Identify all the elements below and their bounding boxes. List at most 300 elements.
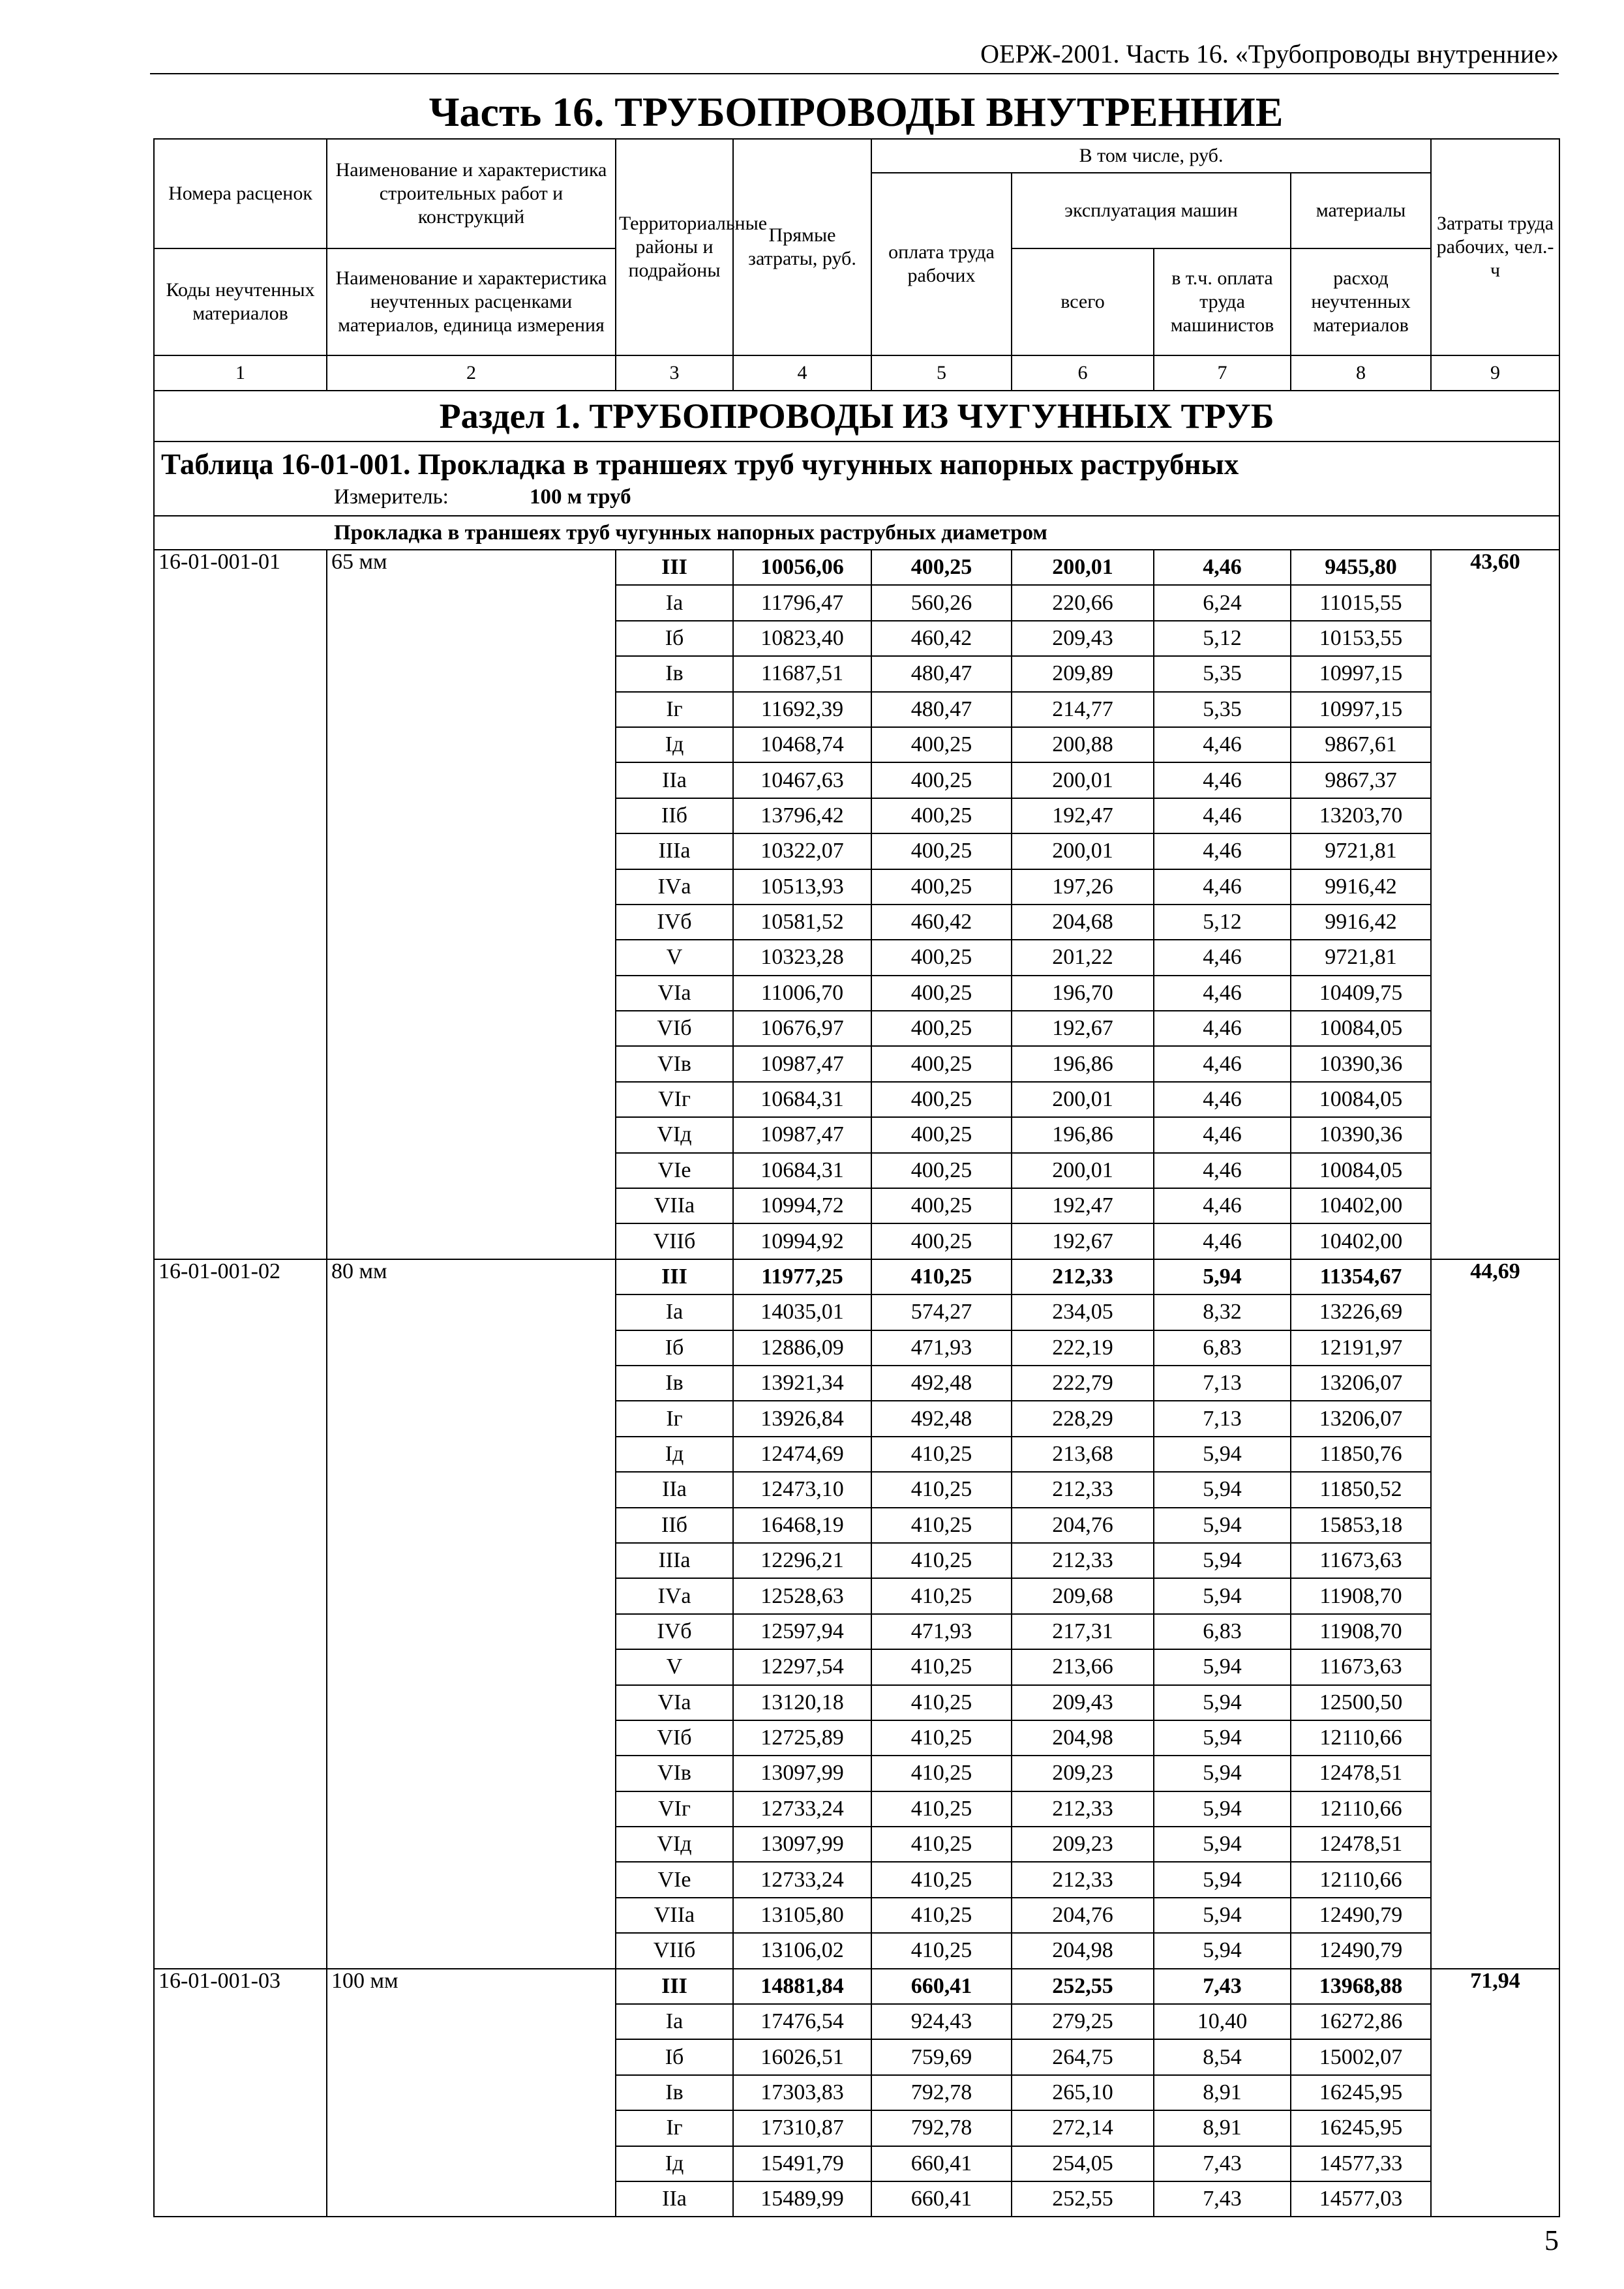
machines-cell: 252,55 [1012,2181,1154,2217]
direct-cost-cell: 12733,24 [733,1862,871,1897]
wages-cell: 410,25 [871,1259,1012,1294]
machine-wages-cell: 5,94 [1154,1756,1291,1791]
machines-cell: 192,67 [1012,1011,1154,1046]
region-cell: IVб [616,1614,733,1649]
materials-cell: 13226,69 [1291,1294,1431,1330]
column-number: 1 [154,355,327,391]
region-cell: Iг [616,1401,733,1436]
machines-cell: 212,33 [1012,1543,1154,1578]
direct-cost-cell: 12597,94 [733,1614,871,1649]
machines-cell: 212,33 [1012,1259,1154,1294]
region-cell: IIб [616,1508,733,1543]
wages-cell: 480,47 [871,692,1012,727]
wages-cell: 792,78 [871,2075,1012,2110]
column-number: 8 [1291,355,1431,391]
machines-cell: 209,68 [1012,1578,1154,1613]
machine-wages-cell: 4,46 [1154,762,1291,798]
wages-cell: 400,25 [871,833,1012,869]
region-cell: IIа [616,1472,733,1507]
machines-cell: 201,22 [1012,940,1154,975]
materials-cell: 12478,51 [1291,1827,1431,1862]
machines-cell: 209,89 [1012,656,1154,691]
wages-cell: 400,25 [871,1153,1012,1188]
region-cell: VIв [616,1756,733,1791]
machine-wages-cell: 5,94 [1154,1933,1291,1968]
direct-cost-cell: 10467,63 [733,762,871,798]
machines-cell: 213,66 [1012,1649,1154,1684]
direct-cost-cell: 12733,24 [733,1791,871,1827]
machines-cell: 200,01 [1012,1082,1154,1117]
materials-cell: 16245,95 [1291,2075,1431,2110]
machine-wages-cell: 7,43 [1154,2146,1291,2181]
wages-cell: 574,27 [871,1294,1012,1330]
region-cell: Iг [616,692,733,727]
column-number: 2 [327,355,616,391]
machine-wages-cell: 5,94 [1154,1685,1291,1720]
header-machine-wages: в т.ч. оплата труда машинистов [1154,248,1291,355]
header-machines: эксплуатация машин [1012,173,1291,248]
region-cell: IIIа [616,833,733,869]
direct-cost-cell: 12725,89 [733,1720,871,1756]
direct-cost-cell: 15491,79 [733,2146,871,2181]
column-number: 6 [1012,355,1154,391]
table-title-text: Таблица 16-01-001. Прокладка в траншеях труб чугунных напорных раструбных [161,448,1239,481]
machine-wages-cell: 4,46 [1154,833,1291,869]
materials-cell: 12191,97 [1291,1330,1431,1366]
machines-cell: 222,79 [1012,1366,1154,1401]
region-cell: VIIб [616,1933,733,1968]
machines-cell: 204,98 [1012,1720,1154,1756]
direct-cost-cell: 14881,84 [733,1969,871,2004]
region-cell: VIб [616,1720,733,1756]
machines-cell: 228,29 [1012,1401,1154,1436]
machine-wages-cell: 6,83 [1154,1614,1291,1649]
machines-cell: 200,01 [1012,550,1154,585]
machine-wages-cell: 5,94 [1154,1649,1291,1684]
machine-wages-cell: 5,94 [1154,1437,1291,1472]
region-cell: VIа [616,1685,733,1720]
wages-cell: 759,69 [871,2039,1012,2074]
materials-cell: 9867,37 [1291,762,1431,798]
machine-wages-cell: 5,94 [1154,1862,1291,1897]
materials-cell: 13206,07 [1291,1366,1431,1401]
meter-label: Измеритель: [334,485,449,509]
meter-line [154,483,1559,516]
machine-wages-cell: 4,46 [1154,550,1291,585]
direct-cost-cell: 17303,83 [733,2075,871,2110]
machines-cell: 254,05 [1012,2146,1154,2181]
region-cell: Iв [616,1366,733,1401]
materials-cell: 9721,81 [1291,833,1431,869]
labor-cost: 43,60 [1431,550,1559,1259]
direct-cost-cell: 12296,21 [733,1543,871,1578]
machine-wages-cell: 5,12 [1154,621,1291,656]
column-number: 4 [733,355,871,391]
materials-cell: 12110,66 [1291,1862,1431,1897]
wages-cell: 492,48 [871,1366,1012,1401]
machine-wages-cell: 4,46 [1154,1011,1291,1046]
machines-cell: 212,33 [1012,1791,1154,1827]
materials-cell: 10390,36 [1291,1117,1431,1152]
region-cell: V [616,940,733,975]
column-number: 9 [1431,355,1559,391]
wages-cell: 410,25 [871,1543,1012,1578]
region-cell: Iв [616,656,733,691]
region-cell: VIIа [616,1188,733,1223]
machines-cell: 213,68 [1012,1437,1154,1472]
rate-code: 16-01-001-03 [154,1969,327,2217]
direct-cost-cell: 10056,06 [733,550,871,585]
direct-cost-cell: 16468,19 [733,1508,871,1543]
direct-cost-cell: 10994,72 [733,1188,871,1223]
direct-cost-cell: 13105,80 [733,1898,871,1933]
direct-cost-cell: 13097,99 [733,1756,871,1791]
direct-cost-cell: 10322,07 [733,833,871,869]
machine-wages-cell: 6,83 [1154,1330,1291,1366]
region-cell: VIд [616,1117,733,1152]
wages-cell: 400,25 [871,976,1012,1011]
machines-cell: 200,01 [1012,762,1154,798]
wages-cell: 410,25 [871,1472,1012,1507]
header-including: В том числе, руб. [871,139,1431,173]
machines-cell: 209,43 [1012,1685,1154,1720]
machine-wages-cell: 4,46 [1154,1082,1291,1117]
direct-cost-cell: 10513,93 [733,869,871,905]
wages-cell: 460,42 [871,621,1012,656]
region-cell: IVб [616,905,733,940]
region-cell: III [616,550,733,585]
machines-cell: 212,33 [1012,1472,1154,1507]
wages-cell: 471,93 [871,1614,1012,1649]
machine-wages-cell: 5,94 [1154,1791,1291,1827]
direct-cost-cell: 10684,31 [733,1153,871,1188]
region-cell: IIа [616,762,733,798]
direct-cost-cell: 10676,97 [733,1011,871,1046]
materials-cell: 12110,66 [1291,1720,1431,1756]
wages-cell: 400,25 [871,727,1012,762]
materials-cell: 12490,79 [1291,1933,1431,1968]
direct-cost-cell: 15489,99 [733,2181,871,2217]
machine-wages-cell: 5,94 [1154,1578,1291,1613]
labor-cost: 44,69 [1431,1259,1559,1969]
machine-wages-cell: 4,46 [1154,1117,1291,1152]
direct-cost-cell: 11977,25 [733,1259,871,1294]
wages-cell: 660,41 [871,1969,1012,2004]
wages-cell: 410,25 [871,1720,1012,1756]
table-row [154,550,1559,585]
machines-cell: 196,86 [1012,1117,1154,1152]
materials-cell: 13206,07 [1291,1401,1431,1436]
header-direct-costs: Прямые затраты, руб. [733,139,871,355]
rate-code: 16-01-001-02 [154,1259,327,1969]
rate-description: 80 мм [327,1259,616,1969]
machine-wages-cell: 5,94 [1154,1508,1291,1543]
machine-wages-cell: 7,13 [1154,1401,1291,1436]
table-row [154,1259,1559,1294]
materials-cell: 9867,61 [1291,727,1431,762]
machines-cell: 209,23 [1012,1827,1154,1862]
region-cell: VIг [616,1082,733,1117]
materials-cell: 11354,67 [1291,1259,1431,1294]
machines-cell: 272,14 [1012,2110,1154,2146]
direct-cost-cell: 14035,01 [733,1294,871,1330]
materials-cell: 11673,63 [1291,1543,1431,1578]
machines-cell: 200,01 [1012,833,1154,869]
machine-wages-cell: 5,94 [1154,1720,1291,1756]
direct-cost-cell: 10987,47 [733,1117,871,1152]
machines-cell: 212,33 [1012,1862,1154,1897]
wages-cell: 400,25 [871,1011,1012,1046]
direct-cost-cell: 10468,74 [733,727,871,762]
direct-cost-cell: 12474,69 [733,1437,871,1472]
region-cell: VIIа [616,1898,733,1933]
direct-cost-cell: 13926,84 [733,1401,871,1436]
machines-cell: 192,47 [1012,798,1154,833]
wages-cell: 400,25 [871,1117,1012,1152]
column-number: 7 [1154,355,1291,391]
materials-cell: 9916,42 [1291,869,1431,905]
direct-cost-cell: 10994,92 [733,1223,871,1259]
direct-cost-cell: 13796,42 [733,798,871,833]
machines-cell: 209,23 [1012,1756,1154,1791]
header-material-codes: Коды неучтенных материалов [154,248,327,355]
machines-cell: 204,68 [1012,905,1154,940]
machines-cell: 196,86 [1012,1046,1154,1081]
wages-cell: 492,48 [871,1401,1012,1436]
materials-cell: 10402,00 [1291,1188,1431,1223]
machine-wages-cell: 4,46 [1154,1188,1291,1223]
wages-cell: 410,25 [871,1578,1012,1613]
machines-cell: 264,75 [1012,2039,1154,2074]
region-cell: Iб [616,2039,733,2074]
region-cell: VIв [616,1046,733,1081]
machine-wages-cell: 10,40 [1154,2004,1291,2039]
machine-wages-cell: 8,54 [1154,2039,1291,2074]
direct-cost-cell: 11687,51 [733,656,871,691]
region-cell: Iа [616,2004,733,2039]
direct-cost-cell: 13097,99 [733,1827,871,1862]
direct-cost-cell: 12473,10 [733,1472,871,1507]
machines-cell: 200,88 [1012,727,1154,762]
header-material-name: Наименование и характеристика неучтенных расценками материалов, единица измерения [327,248,616,355]
header-materials: материалы [1291,173,1431,248]
machine-wages-cell: 5,35 [1154,656,1291,691]
column-number: 5 [871,355,1012,391]
materials-cell: 14577,33 [1291,2146,1431,2181]
machines-cell: 192,67 [1012,1223,1154,1259]
materials-cell: 9455,80 [1291,550,1431,585]
direct-cost-cell: 12528,63 [733,1578,871,1613]
materials-cell: 11908,70 [1291,1614,1431,1649]
machine-wages-cell: 5,94 [1154,1259,1291,1294]
region-cell: IIб [616,798,733,833]
direct-cost-cell: 11006,70 [733,976,871,1011]
materials-cell: 9916,42 [1291,905,1431,940]
region-cell: Iд [616,2146,733,2181]
materials-cell: 11015,55 [1291,585,1431,620]
direct-cost-cell: 17310,87 [733,2110,871,2146]
region-cell: IIIа [616,1543,733,1578]
region-cell: Iб [616,1330,733,1366]
region-cell: VIб [616,1011,733,1046]
direct-cost-cell: 12297,54 [733,1649,871,1684]
materials-cell: 12490,79 [1291,1898,1431,1933]
wages-cell: 410,25 [871,1508,1012,1543]
machine-wages-cell: 5,35 [1154,692,1291,727]
table-row [154,1969,1559,2004]
meter-value: 100 м труб [530,485,631,509]
wages-cell: 660,41 [871,2146,1012,2181]
column-number: 3 [616,355,733,391]
machine-wages-cell: 6,24 [1154,585,1291,620]
region-cell: V [616,1649,733,1684]
machines-cell: 197,26 [1012,869,1154,905]
machines-cell: 217,31 [1012,1614,1154,1649]
wages-cell: 410,25 [871,1827,1012,1862]
machines-cell: 234,05 [1012,1294,1154,1330]
direct-cost-cell: 10581,52 [733,905,871,940]
direct-cost-cell: 13120,18 [733,1685,871,1720]
region-cell: VIе [616,1153,733,1188]
page-number: 5 [1544,2224,1559,2256]
machine-wages-cell: 4,46 [1154,1046,1291,1081]
materials-cell: 11673,63 [1291,1649,1431,1684]
materials-cell: 11850,52 [1291,1472,1431,1507]
wages-cell: 410,25 [871,1756,1012,1791]
wages-cell: 410,25 [871,1685,1012,1720]
region-cell: VIIб [616,1223,733,1259]
machine-wages-cell: 8,32 [1154,1294,1291,1330]
materials-cell: 10997,15 [1291,656,1431,691]
direct-cost-cell: 10987,47 [733,1046,871,1081]
wages-cell: 792,78 [871,2110,1012,2146]
wages-cell: 400,25 [871,1046,1012,1081]
materials-cell: 10409,75 [1291,976,1431,1011]
region-cell: Iб [616,621,733,656]
materials-cell: 10402,00 [1291,1223,1431,1259]
machines-cell: 204,98 [1012,1933,1154,1968]
machines-cell: 214,77 [1012,692,1154,727]
machine-wages-cell: 4,46 [1154,727,1291,762]
header-regions: Территориальные районы и подрайоны [616,139,733,355]
machine-wages-cell: 4,46 [1154,798,1291,833]
machines-cell: 252,55 [1012,1969,1154,2004]
materials-cell: 11908,70 [1291,1578,1431,1613]
wages-cell: 410,25 [871,1649,1012,1684]
machine-wages-cell: 4,46 [1154,940,1291,975]
direct-cost-cell: 13921,34 [733,1366,871,1401]
region-cell: VIг [616,1791,733,1827]
header-rule [150,73,1559,74]
machine-wages-cell: 4,46 [1154,976,1291,1011]
materials-cell: 12110,66 [1291,1791,1431,1827]
materials-cell: 16245,95 [1291,2110,1431,2146]
wages-cell: 480,47 [871,656,1012,691]
direct-cost-cell: 13106,02 [733,1933,871,1968]
direct-cost-cell: 11796,47 [733,585,871,620]
wages-cell: 400,25 [871,1223,1012,1259]
wages-cell: 400,25 [871,869,1012,905]
region-cell: III [616,1259,733,1294]
wages-cell: 410,25 [871,1898,1012,1933]
table-title [154,441,1559,483]
wages-cell: 410,25 [871,1933,1012,1968]
machine-wages-cell: 5,12 [1154,905,1291,940]
direct-cost-cell: 17476,54 [733,2004,871,2039]
materials-cell: 16272,86 [1291,2004,1431,2039]
machines-cell: 204,76 [1012,1508,1154,1543]
materials-cell: 13968,88 [1291,1969,1431,2004]
direct-cost-cell: 10684,31 [733,1082,871,1117]
region-cell: Iг [616,2110,733,2146]
materials-cell: 14577,03 [1291,2181,1431,2217]
header-labor: Затраты труда рабочих, чел.-ч [1431,139,1559,355]
wages-cell: 460,42 [871,905,1012,940]
region-cell: Iа [616,1294,733,1330]
wages-cell: 924,43 [871,2004,1012,2039]
machines-cell: 204,76 [1012,1898,1154,1933]
machines-cell: 279,25 [1012,2004,1154,2039]
materials-cell: 10390,36 [1291,1046,1431,1081]
rate-description: 65 мм [327,550,616,1259]
header-work-name: Наименование и характеристика строительных работ и конструкций [327,139,616,248]
machine-wages-cell: 7,43 [1154,1969,1291,2004]
materials-cell: 11850,76 [1291,1437,1431,1472]
machines-cell: 222,19 [1012,1330,1154,1366]
direct-cost-cell: 10323,28 [733,940,871,975]
wages-cell: 410,25 [871,1862,1012,1897]
wages-cell: 410,25 [871,1791,1012,1827]
direct-cost-cell: 16026,51 [733,2039,871,2074]
rate-description: 100 мм [327,1969,616,2217]
machine-wages-cell: 8,91 [1154,2075,1291,2110]
materials-cell: 10084,05 [1291,1011,1431,1046]
materials-cell: 13203,70 [1291,798,1431,833]
region-cell: VIа [616,976,733,1011]
machine-wages-cell: 5,94 [1154,1898,1291,1933]
region-cell: IIа [616,2181,733,2217]
direct-cost-cell: 12886,09 [733,1330,871,1366]
wages-cell: 400,25 [871,1188,1012,1223]
wages-cell: 471,93 [871,1330,1012,1366]
region-cell: VIд [616,1827,733,1862]
machine-wages-cell: 7,13 [1154,1366,1291,1401]
machine-wages-cell: 7,43 [1154,2181,1291,2217]
header-machines-total: всего [1012,248,1154,355]
machines-cell: 220,66 [1012,585,1154,620]
region-cell: Iа [616,585,733,620]
region-cell: IVа [616,1578,733,1613]
machines-cell: 209,43 [1012,621,1154,656]
region-cell: Iв [616,2075,733,2110]
machine-wages-cell: 5,94 [1154,1472,1291,1507]
wages-cell: 400,25 [871,1082,1012,1117]
machine-wages-cell: 8,91 [1154,2110,1291,2146]
materials-cell: 9721,81 [1291,940,1431,975]
materials-cell: 15002,07 [1291,2039,1431,2074]
running-header: ОЕРЖ-2001. Часть 16. «Трубопроводы внутренние» [980,39,1559,68]
machine-wages-cell: 4,46 [1154,869,1291,905]
machine-wages-cell: 4,46 [1154,1153,1291,1188]
machines-cell: 200,01 [1012,1153,1154,1188]
page-title: Часть 16. ТРУБОПРОВОДЫ ВНУТРЕННИЕ [429,89,1284,135]
region-cell: IVа [616,869,733,905]
price-table [153,138,1560,2217]
machine-wages-cell: 5,94 [1154,1827,1291,1862]
materials-cell: 10153,55 [1291,621,1431,656]
wages-cell: 400,25 [871,762,1012,798]
machine-wages-cell: 5,94 [1154,1543,1291,1578]
